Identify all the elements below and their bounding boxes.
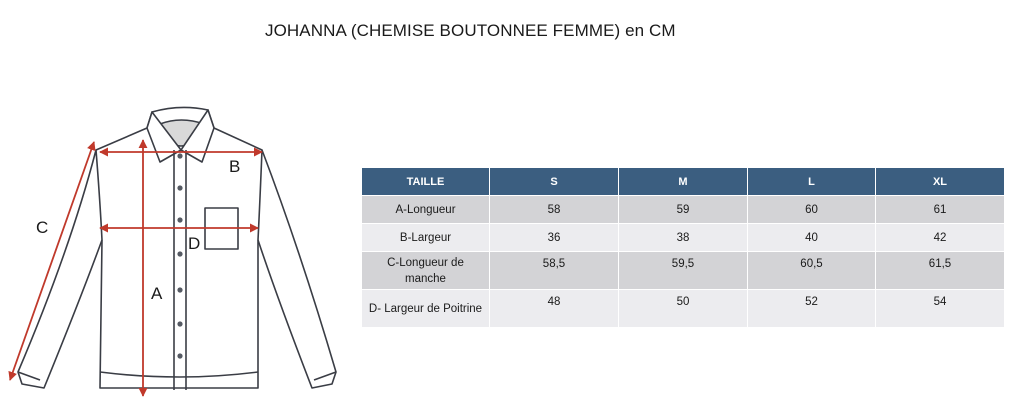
header-s: S [490,168,619,196]
label-c: C [36,218,49,237]
header-l: L [748,168,876,196]
table-row [362,252,1005,290]
header-m: M [619,168,748,196]
cell-m: 59 [619,196,748,224]
cell-l: 60,5 [748,252,876,290]
table-row [362,224,1005,252]
size-table [361,167,1005,328]
label-a: A [151,284,163,303]
label-b: B [229,157,241,176]
row-label: A-Longueur [362,196,490,224]
label-d: D [188,234,201,253]
header-xl: XL [876,168,1005,196]
cell-l: 60 [748,196,876,224]
header-taille: TAILLE [362,168,490,196]
row-label: D- Largeur de Poitrine [362,290,490,328]
cell-l: 40 [748,224,876,252]
cell-s: 48 [490,290,619,328]
cell-m: 59,5 [619,252,748,290]
cell-l: 52 [748,290,876,328]
cell-xl: 61,5 [876,252,1005,290]
cell-s: 36 [490,224,619,252]
page-title: JOHANNA (CHEMISE BOUTONNEE FEMME) en CM [265,21,676,40]
cell-xl: 54 [876,290,1005,328]
row-label: B-Largeur [362,224,490,252]
cell-s: 58 [490,196,619,224]
cell-m: 50 [619,290,748,328]
table-row [362,290,1005,328]
shirt-diagram [0,95,360,405]
cell-xl: 61 [876,196,1005,224]
table-header-row [362,168,1005,196]
row-label: C-Longueur de manche [362,252,490,290]
cell-xl: 42 [876,224,1005,252]
cell-m: 38 [619,224,748,252]
table-row [362,196,1005,224]
cell-s: 58,5 [490,252,619,290]
